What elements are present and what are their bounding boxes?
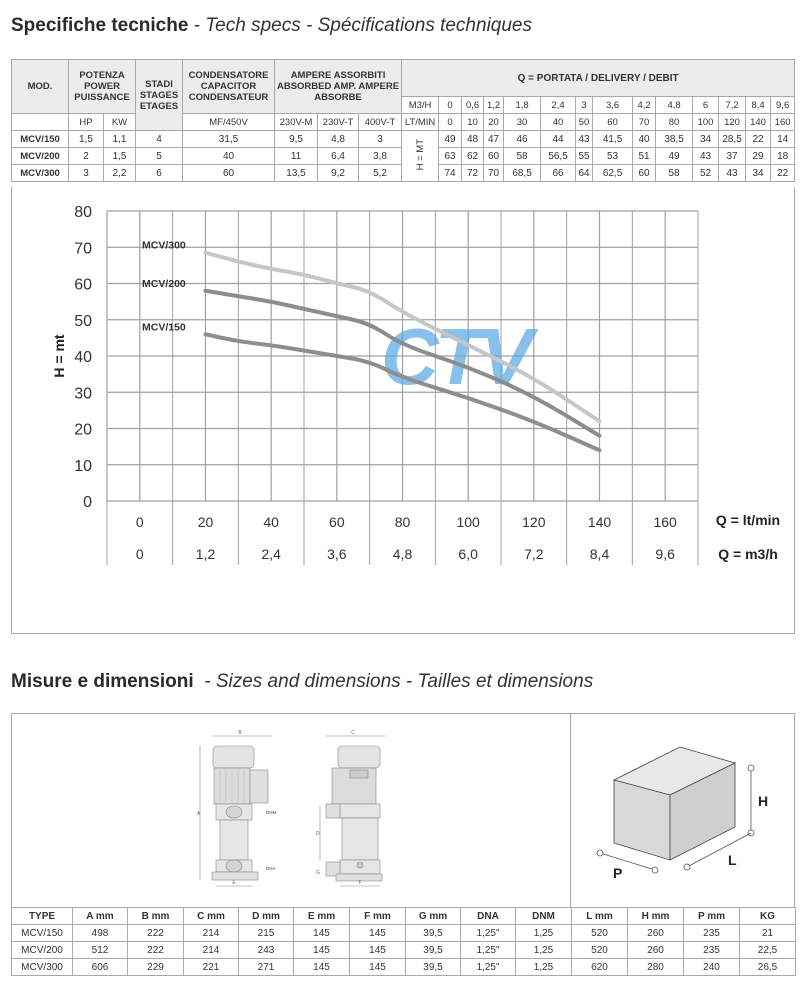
head-value: 40 — [633, 131, 656, 148]
cell-hp: 3 — [69, 165, 104, 182]
dims-cell: 520 — [572, 942, 628, 959]
cell-mod: MCV/300 — [12, 165, 69, 182]
pump-label-d: D — [316, 831, 320, 837]
x-tick-label: 100 — [456, 514, 480, 530]
dims-header: F mm — [350, 908, 406, 925]
x2-tick-label: 9,6 — [655, 546, 675, 562]
m3h-value: 9,6 — [771, 97, 795, 114]
x-axis-label: Q = lt/min — [715, 512, 781, 528]
dims-header: KG — [740, 908, 796, 925]
ltmin-value: 60 — [593, 114, 633, 131]
m3h-value: 7,2 — [719, 97, 746, 114]
dims-header: G mm — [406, 908, 461, 925]
m3h-value: 4,8 — [656, 97, 693, 114]
cell-a400t: 5,2 — [359, 165, 402, 182]
series-label: MCV/150 — [142, 321, 186, 334]
sub-kw: KW — [104, 114, 136, 131]
x-tick-label: 40 — [263, 514, 279, 530]
dims-cell: 240 — [684, 959, 740, 976]
pump-label-c: C — [351, 730, 355, 736]
cell-kw: 1,5 — [104, 148, 136, 165]
head-value: 43 — [576, 131, 593, 148]
cell-a230t: 4,8 — [318, 131, 359, 148]
series-label: MCV/200 — [142, 277, 186, 290]
cell-kw: 1,1 — [104, 131, 136, 148]
x2-tick-label: 0 — [135, 546, 144, 562]
cell-stages: 5 — [136, 148, 183, 165]
head-value: 63 — [439, 148, 462, 165]
head-value: 62 — [462, 148, 484, 165]
dims-header: TYPE — [12, 908, 73, 925]
y-tick-label: 20 — [74, 421, 92, 439]
y-axis-label: H = mt — [51, 334, 67, 378]
dims-cell: 280 — [628, 959, 684, 976]
dims-cell: 222 — [128, 942, 184, 959]
head-value: 58 — [656, 165, 693, 182]
dims-header: C mm — [184, 908, 239, 925]
ltmin-value: 100 — [693, 114, 719, 131]
ltmin-value: 30 — [504, 114, 541, 131]
dims-row — [12, 925, 796, 942]
cell-a230m: 9,5 — [275, 131, 318, 148]
head-value: 60 — [633, 165, 656, 182]
cell-mf: 40 — [183, 148, 275, 165]
y-tick-label: 0 — [83, 494, 92, 511]
ltmin-value: 50 — [576, 114, 593, 131]
head-value: 34 — [693, 131, 719, 148]
head-value: 48 — [462, 131, 484, 148]
dims-cell: 260 — [628, 925, 684, 942]
dims-cell: 214 — [184, 925, 239, 942]
x2-tick-label: 6,0 — [458, 546, 478, 562]
ctv-watermark-logo: CTV — [381, 312, 529, 401]
dims-cell: MCV/200 — [12, 942, 73, 959]
dimensions-table — [11, 907, 796, 976]
head-value: 68,5 — [504, 165, 541, 182]
dims-cell: 222 — [128, 925, 184, 942]
header-stages: STADI STAGES ETAGES — [136, 60, 183, 131]
ltmin-value: 140 — [746, 114, 771, 131]
dims-cell: 39,5 — [406, 959, 461, 976]
dims-header-row — [12, 908, 796, 925]
m3h-value: 0 — [439, 97, 462, 114]
dims-title-bold: Misure e dimensioni — [11, 671, 194, 692]
pump-label-b: B — [238, 730, 242, 736]
head-value: 58 — [504, 148, 541, 165]
dims-cell: 221 — [184, 959, 239, 976]
dims-cell: 26,5 — [740, 959, 796, 976]
x2-tick-label: 4,8 — [392, 546, 413, 562]
head-value: 18 — [771, 148, 795, 165]
cell-a230t: 6,4 — [318, 148, 359, 165]
dims-header: B mm — [128, 908, 184, 925]
x-tick-label: 120 — [522, 514, 546, 530]
dims-header: DNA — [461, 908, 516, 925]
sub-400t: 400V-T — [359, 114, 402, 131]
head-value: 44 — [541, 131, 576, 148]
y-tick-label: 80 — [74, 204, 92, 221]
cell-a230m: 11 — [275, 148, 318, 165]
dims-cell: 229 — [128, 959, 184, 976]
dims-cell: 1,25" — [461, 942, 516, 959]
x-tick-label: 60 — [329, 514, 345, 530]
dims-cell: MCV/300 — [12, 959, 73, 976]
dims-cell: 145 — [294, 925, 350, 942]
dims-cell: 145 — [350, 925, 406, 942]
dims-header: H mm — [628, 908, 684, 925]
dims-row — [12, 942, 796, 959]
dims-header: A mm — [73, 908, 128, 925]
y-tick-label: 60 — [74, 276, 92, 294]
head-value: 66 — [541, 165, 576, 182]
x2-tick-label: 7,2 — [524, 546, 544, 562]
x-tick-label: 0 — [135, 514, 144, 530]
ltmin-value: 20 — [484, 114, 504, 131]
ltmin-value: 0 — [439, 114, 462, 131]
dims-cell: 145 — [294, 942, 350, 959]
pump-label-e: E — [232, 880, 236, 886]
head-value: 55 — [576, 148, 593, 165]
dims-cell: 235 — [684, 942, 740, 959]
y-tick-label: 50 — [74, 312, 92, 330]
dims-row — [12, 959, 796, 976]
h-unit-text: H = MT — [414, 138, 426, 171]
dims-cell: 39,5 — [406, 925, 461, 942]
head-value: 43 — [693, 148, 719, 165]
head-value: 46 — [504, 131, 541, 148]
cell-hp: 1,5 — [69, 131, 104, 148]
head-value: 22 — [771, 165, 795, 182]
dims-cell: 512 — [73, 942, 128, 959]
dims-cell: 1,25 — [516, 959, 572, 976]
dims-header: L mm — [572, 908, 628, 925]
y-tick-label: 30 — [74, 385, 92, 403]
cell-mf: 31,5 — [183, 131, 275, 148]
box-dimensions-drawing — [570, 715, 795, 905]
cell-stages: 4 — [136, 131, 183, 148]
head-value: 52 — [693, 165, 719, 182]
m3h-value: 6 — [693, 97, 719, 114]
m3h-value: 2,4 — [541, 97, 576, 114]
ltmin-value: 40 — [541, 114, 576, 131]
spec-title-bold: Specifiche tecniche — [11, 15, 189, 36]
box-label-l: L — [728, 852, 737, 868]
head-value: 34 — [746, 165, 771, 182]
m3h-value: 8,4 — [746, 97, 771, 114]
cell-hp: 2 — [69, 148, 104, 165]
dims-cell: 145 — [294, 959, 350, 976]
dims-cell: 145 — [350, 942, 406, 959]
dims-section-title — [11, 671, 593, 693]
dims-cell: 243 — [239, 942, 294, 959]
x-tick-label: 140 — [587, 514, 612, 530]
dims-cell: 1,25" — [461, 959, 516, 976]
m3h-value: 3,6 — [593, 97, 633, 114]
head-value: 47 — [484, 131, 504, 148]
x2-tick-label: 2,4 — [261, 546, 281, 562]
pump-drawing — [190, 720, 410, 900]
dims-cell: 1,25 — [516, 925, 572, 942]
dims-header: E mm — [294, 908, 350, 925]
cell-mod: MCV/200 — [12, 148, 69, 165]
cell-a230m: 13,5 — [275, 165, 318, 182]
m3h-value: 3 — [576, 97, 593, 114]
series-label: MCV/300 — [142, 239, 186, 252]
dims-cell: 606 — [73, 959, 128, 976]
y-tick-label: 10 — [74, 457, 92, 475]
dims-cell: MCV/150 — [12, 925, 73, 942]
ltmin-value: 80 — [656, 114, 693, 131]
spec-title-rest: - Tech specs - Spécifications techniques — [188, 15, 532, 36]
pump-label-f: F — [358, 880, 362, 886]
dims-header: DNM — [516, 908, 572, 925]
cell-stages: 6 — [136, 165, 183, 182]
box-label-h: H — [758, 793, 769, 809]
dims-header: P mm — [684, 908, 740, 925]
header-capacitor: CONDENSATORE CAPACITOR CONDENSATEUR — [183, 60, 275, 114]
header-delivery: Q = PORTATA / DELIVERY / DEBIT — [402, 60, 795, 97]
y-tick-label: 40 — [74, 349, 92, 366]
x2-axis-label: Q = m3/h — [718, 546, 778, 562]
head-value: 72 — [462, 165, 484, 182]
head-value: 51 — [633, 148, 656, 165]
m3h-value: 4,2 — [633, 97, 656, 114]
dims-cell: 260 — [628, 942, 684, 959]
cell-kw: 2,2 — [104, 165, 136, 182]
box-label-p: P — [613, 865, 623, 881]
head-value: 49 — [439, 131, 462, 148]
dims-cell: 271 — [239, 959, 294, 976]
cell-a230t: 9,2 — [318, 165, 359, 182]
cell-a400t: 3,8 — [359, 148, 402, 165]
dims-title-rest: - Sizes and dimensions - Tailles et dimensions — [193, 671, 594, 692]
dims-cell: 1,25" — [461, 925, 516, 942]
x2-tick-label: 8,4 — [589, 546, 610, 562]
head-value: 56,5 — [541, 148, 576, 165]
sub-230m: 230V-M — [275, 114, 318, 131]
head-value: 38,5 — [656, 131, 693, 148]
dims-cell: 498 — [73, 925, 128, 942]
head-value: 37 — [719, 148, 746, 165]
dims-cell: 215 — [239, 925, 294, 942]
cell-a400t: 3 — [359, 131, 402, 148]
head-value: 70 — [484, 165, 504, 182]
dims-cell: 1,25 — [516, 942, 572, 959]
head-value: 41,5 — [593, 131, 633, 148]
sub-230t: 230V-T — [318, 114, 359, 131]
head-value: 60 — [484, 148, 504, 165]
pump-label-g: G — [316, 870, 320, 876]
x2-tick-label: 1,2 — [195, 546, 216, 562]
x2-tick-label: 3,6 — [327, 546, 347, 562]
head-value: 49 — [656, 148, 693, 165]
dims-cell: 214 — [184, 942, 239, 959]
header-amps: AMPERE ASSORBITI ABSORBED AMP. AMPERE ABSORBE — [275, 60, 402, 114]
m3h-value: 0,6 — [462, 97, 484, 114]
ltmin-value: 10 — [462, 114, 484, 131]
pump-label-dna: DNA — [266, 866, 276, 871]
pump-label-a: A — [197, 811, 201, 817]
sub-mf: MF/450V — [183, 114, 275, 131]
dims-cell: 21 — [740, 925, 796, 942]
head-value: 53 — [593, 148, 633, 165]
dims-cell: 620 — [572, 959, 628, 976]
head-value: 28,5 — [719, 131, 746, 148]
x-tick-label: 80 — [394, 514, 411, 530]
head-value: 64 — [576, 165, 593, 182]
dims-cell: 520 — [572, 925, 628, 942]
ltmin-label: LT/MIN — [402, 114, 439, 131]
pump-label-dnm: DNM — [266, 810, 277, 815]
y-tick-label: 70 — [74, 240, 92, 258]
ltmin-value: 120 — [719, 114, 746, 131]
head-value: 62,5 — [593, 165, 633, 182]
sub-hp: HP — [69, 114, 104, 131]
head-value: 74 — [439, 165, 462, 182]
m3h-label: M3/H — [402, 97, 439, 114]
ltmin-value: 70 — [633, 114, 656, 131]
dims-cell: 145 — [350, 959, 406, 976]
m3h-value: 1,2 — [484, 97, 504, 114]
head-value: 22 — [746, 131, 771, 148]
x-tick-label: 160 — [653, 514, 677, 530]
head-value: 14 — [771, 131, 795, 148]
dims-header: D mm — [239, 908, 294, 925]
ltmin-value: 160 — [771, 114, 795, 131]
header-power: POTENZA POWER PUISSANCE — [69, 60, 136, 114]
cell-mod: MCV/150 — [12, 131, 69, 148]
cell-mf: 60 — [183, 165, 275, 182]
dims-cell: 22,5 — [740, 942, 796, 959]
head-value: 29 — [746, 148, 771, 165]
m3h-value: 1,8 — [504, 97, 541, 114]
head-value: 43 — [719, 165, 746, 182]
x-tick-label: 20 — [197, 514, 214, 530]
dims-cell: 39,5 — [406, 942, 461, 959]
dims-cell: 235 — [684, 925, 740, 942]
header-mod: MOD. — [12, 60, 69, 114]
